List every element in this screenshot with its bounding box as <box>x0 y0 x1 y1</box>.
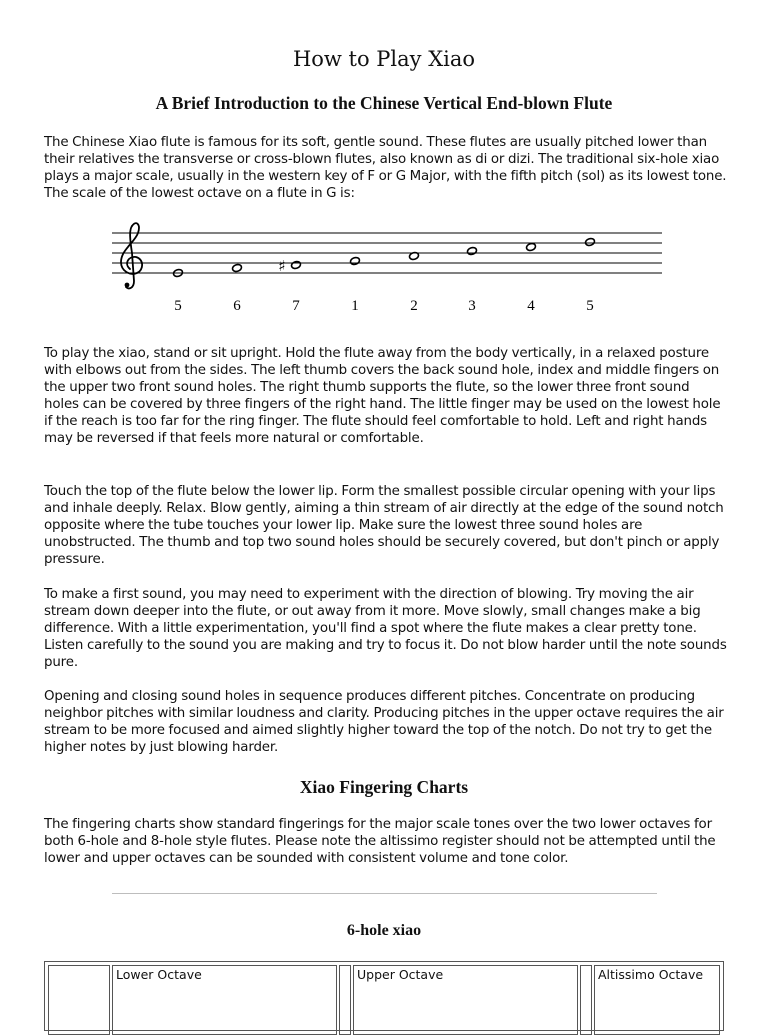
whole-note <box>232 263 243 272</box>
scale-degree-label: 7 <box>292 298 300 314</box>
fingering-table <box>44 961 724 1031</box>
table-spacer-cell <box>339 965 351 1035</box>
music-staff <box>108 218 668 328</box>
whole-note <box>467 246 478 255</box>
scale-degree-label: 5 <box>174 298 182 314</box>
staff-svg <box>108 218 668 328</box>
paragraph-pitches: Opening and closing sound holes in sequence produces different pitches. Concentrate on producing neighbor pitches with similar loudness and clarity. Producing pitches in the upper octave requires the air stream to be more focused and aimed slightly higher toward the top of the notch. Do not try to get the higher notes by just blowing harder. <box>44 689 724 755</box>
whole-note <box>350 256 361 265</box>
scale-degree-label: 4 <box>527 298 535 314</box>
paragraph-fingering-charts: The fingering charts show standard fingerings for the major scale tones over the two lower octaves for both 6-hole and 8-hole style flutes. Please note the altissimo register should not be attempted until the lower and upper octaves can be sounded with consistent volume and tone color. <box>44 817 716 866</box>
intro-paragraph: The Chinese Xiao flute is famous for its soft, gentle sound. These flutes are usually pitched lower than their relatives the transverse or cross-blown flutes, also known as di or dizi. The traditional six-hole xiao plays a major scale, usually in the western key of F or G Major, with the fifth pitch (sol) as its lowest tone. The scale of the lowest octave on a flute in G is: <box>44 135 727 201</box>
horizontal-rule <box>112 893 657 894</box>
paragraph-holding: To play the xiao, stand or sit upright. Hold the flute away from the body vertically, in a relaxed posture with elbows out from the sides. The left thumb covers the back sound hole, index and middle fingers on the upper two front sound holes. The right thumb supports the flute, so the lower three front sound holes can be covered by three fingers of the right hand. The little finger may be used on the lowest hole if the reach is too far for the ring finger. The flute should feel comfortable to hold. Left and right hands may be reversed if that feels more natural or comfortable. <box>44 346 721 446</box>
whole-note <box>585 237 596 246</box>
header-upper-octave: Upper Octave <box>353 965 578 1035</box>
sharp-sign-icon: ♯ <box>278 257 286 275</box>
whole-note <box>526 242 537 251</box>
section-heading-fingering: Xiao Fingering Charts <box>299 777 469 797</box>
paragraph-first-sound: To make a first sound, you may need to experiment with the direction of blowing. Try moving the air stream down deeper into the flute, or out away from it more. Move slowly, small changes make a big difference. With a little experimentation, you'll find a spot where the flute makes a clear pretty tone. Listen carefully to the sound you are making and try to focus it. Do not blow harder until the note sounds pure. <box>44 587 727 670</box>
paragraph-embouchure: Touch the top of the flute below the lower lip. Form the smallest possible circular opening with your lips and inhale deeply. Relax. Blow gently, aiming a thin stream of air directly at the edge of the sound notch opposite where the tube touches your lower lip. Make sure the lowest three sound holes are unobstructed. The thumb and top two sound holes should be securely covered, but don't pinch or apply pressure. <box>44 484 724 567</box>
scale-degree-label: 6 <box>233 298 241 314</box>
scale-degree-label: 5 <box>586 298 594 314</box>
table-spacer-cell <box>580 965 592 1035</box>
table-title: 6-hole xiao <box>346 922 422 939</box>
scale-degree-labels <box>174 298 594 314</box>
scale-degree-label: 3 <box>468 298 476 314</box>
table-corner-cell <box>48 965 110 1035</box>
page-title: How to Play Xiao <box>292 47 476 71</box>
header-altissimo-octave: Altissimo Octave <box>594 965 720 1035</box>
scale-degree-label: 1 <box>351 298 359 314</box>
scale-degree-label: 2 <box>410 298 418 314</box>
whole-note <box>291 260 302 269</box>
header-lower-octave: Lower Octave <box>112 965 337 1035</box>
page-subtitle: A Brief Introduction to the Chinese Vertical End-blown Flute <box>155 93 613 113</box>
